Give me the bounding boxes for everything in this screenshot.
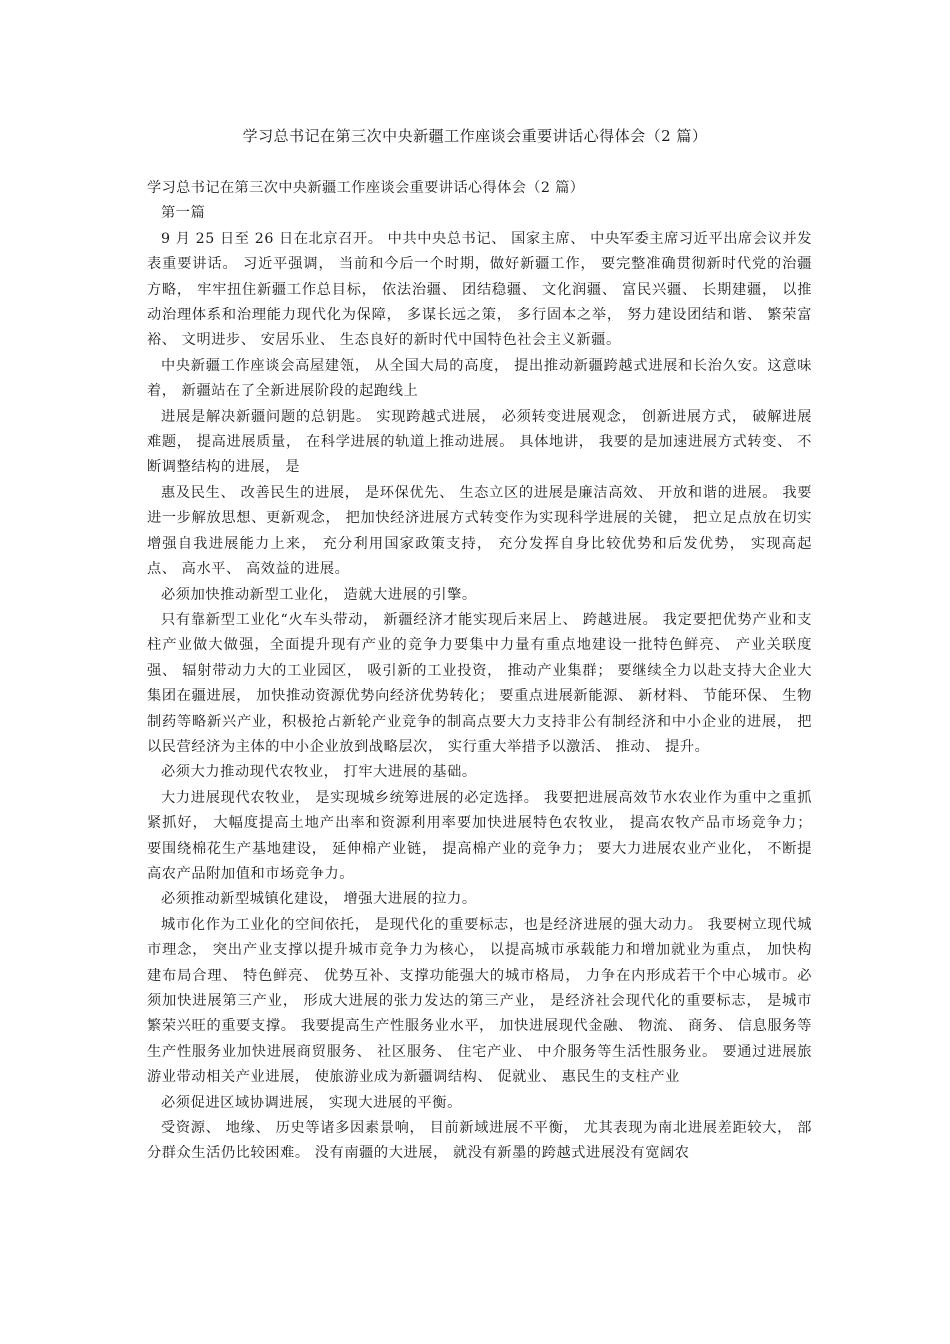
paragraph: 惠及民生、 改善民生的进展， 是环保优先、 生态立区的进展是廉洁高效、 开放和谐的进展。 我要进一步解放思想、更新观念， 把加快经济进展方式转变作为实现科学进展的关键， 把立足点放在切实增强自我进展能力上来， 充分利用国家政策支持， 充分发挥自身比较优势和后发优势， 实现高起点、 高水平、 高效益的进展。 (147, 484, 812, 578)
document-subtitle: 学习总书记在第三次中央新疆工作座谈会重要讲话心得体会（2 篇） (147, 180, 585, 196)
paragraph: 受资源、 地缘、 历史等诸多因素景响， 目前新域进展不平衡， 尤其表现为南北进展差距较大， 部分群众生活仍比较困难。 没有南疆的大进展， 就没有新墨的跨越式进展没有宽阔农 (147, 1120, 812, 1162)
paragraph-heading: 必须推动新型城镇化建设， 增强大进展的拉力。 (161, 891, 477, 908)
paragraph: 中央新疆工作座谈会高屋建瓴， 从全国大局的高度， 提出推动新疆跨越式进展和长治久安。这意味着， 新疆站在了全新进展阶段的起跑线上 (147, 357, 812, 400)
paragraph-heading: 必须加快推动新型工业化， 造就大进展的引擎。 (161, 586, 477, 603)
section-heading: 第一篇 (161, 205, 206, 222)
document-title: 学习总书记在第三次中央新疆工作座谈会重要讲话心得体会（2 篇） (242, 127, 708, 145)
paragraph: 只有靠新型工业化“火车头带动， 新疆经济才能实现后来居上、 跨越进展。 我定要把优势产业和支柱产业做大做强，全面提升现有产业的竞争力要集中力量有重点地建设一批特色鲜亮、 产业关联度强、 辐射带动力大的工业园区， 吸引新的工业投资， 推动产业集群； 要继续全力以赴支持大企业大集团在疆进展， 加快推动资源优势向经济优势转化； 要重点进展新能源、 新材料、 节能环保、 生物制药等略新兴产业，积极抢占新轮产业竞争的制高点要大力支持非公有制经济和中小企业的进展， 把以民营经济为主体的中小企业放到战略层次， 实行重大举措予以激活、 推动、 提升。 (147, 611, 812, 755)
paragraph: 城市化作为工业化的空间依托， 是现代化的重要标志，也是经济进展的强大动力。 我要树立现代城市理念， 突出产业支撑以提升城市竞争力为核心， 以提高城市承载能力和增加就业为重点， 加快构建布局合理、 特色鲜亮、 优势互补、支撑功能强大的城市格局， 力争在内形成若干个中心城市。必须加快进展第三产业， 形成大进展的张力发达的第三产业， 是经济社会现代化的重要标志， 是城市繁荣兴旺的重要支撑。 我要提高生产性服务业水平， 加快进展现代金融、 物流、 商务、 信息服务等生产性服务业加快进展商贸服务、 社区服务、 住宅产业、 中介服务等生活性服务业。 要通过进展旅游业带动相关产业进展， 使旅游业成为新疆调结构、 促就业、 惠民生的支柱产业 (147, 916, 812, 1086)
paragraph: 进展是解决新疆问题的总钥匙。 实现跨越式进展， 必须转变进展观念， 创新进展方式， 破解进展难题， 提高进展质量， 在科学进展的轨道上推动进展。 具体地讲， 我要的是加速进展方式转变、 不断调整结构的进展， 是 (147, 408, 812, 476)
paragraph: 9 月 25 日至 26 日在北京召开。 中共中央总书记、 国家主席、 中央军委主席习近平出席会议并发表重要讲话。 习近平强调， 当前和今后一个时期，做好新疆工作， 要完整准确贯彻新时代党的治疆方略， 牢牢扭住新疆工作总目标， 依法治疆、 团结稳疆、 文化润疆、 富民兴疆、 长期建疆， 以推动治理体系和治理能力现代化为保障， 多谋长远之策， 多行固本之举， 努力建设团结和谐、 繁荣富裕、 文明进步、 安居乐业、 生态良好的新时代中国特色社会主义新疆。 (147, 230, 812, 349)
paragraph-heading: 必须大力推动现代农牧业， 打牢大进展的基础。 (161, 764, 477, 781)
paragraph: 大力进展现代农牧业， 是实现城乡统筹进展的必定选择。 我要把进展高效节水农业作为重中之重抓紧抓好， 大幅度提高土地产出率和资源利用率要加快进展特色农牧业， 提高农牧产品市场竞争力； 要围绕棉花生产基地建设， 延伸棉产业链， 提高棉产业的竞争力； 要大力进展农业产业化， 不断提高农产品附加值和市场竞争力。 (147, 789, 812, 882)
paragraph-heading: 必须促进区域协调进展， 实现大进展的平衡。 (161, 1094, 462, 1111)
document-body (147, 176, 812, 1167)
